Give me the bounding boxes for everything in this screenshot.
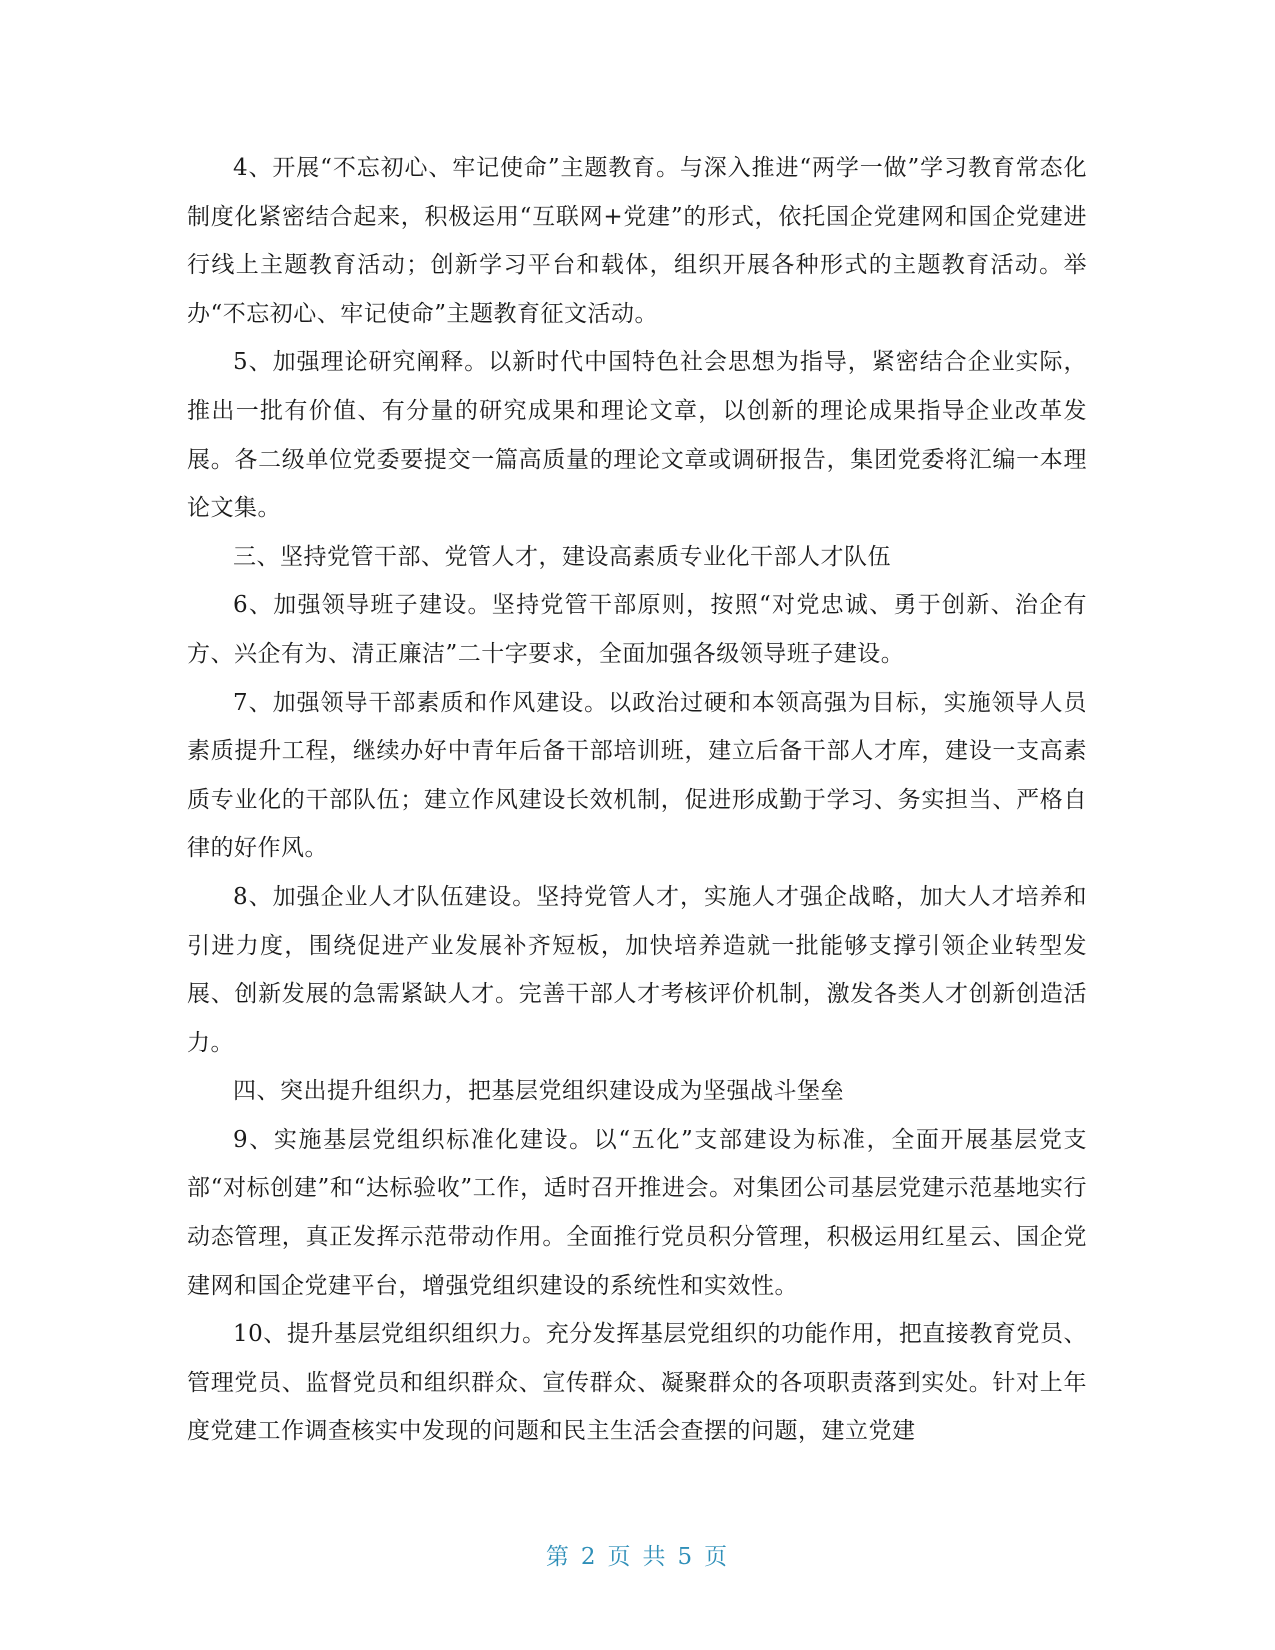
footer-label-page: 第: [545, 1544, 571, 1570]
paragraph-item-5: 5、加强理论研究阐释。以新时代中国特色社会思想为指导，紧密结合企业实际，推出一批有价值、有分量的研究成果和理论文章，以创新的理论成果指导企业改革发展。各二级单位党委要提交一篇高质量的理论文章或调研报告，集团党委将汇编一本理论文集。: [187, 349, 1087, 522]
section-heading-4: 四、突出提升组织力，把基层党组织建设成为坚强战斗堡垒: [233, 1078, 844, 1105]
paragraph-item-9: 9、实施基层党组织标准化建设。以“五化”支部建设为标准，全面开展基层党支部“对标创建”和“达标验收”工作，适时召开推进会。对集团公司基层党建示范基地实行动态管理，真正发挥示范带动作用。全面推行党员积分管理，积极运用红星云、国企党建网和国企党建平台，增强党组织建设的系统性和实效性。: [187, 1126, 1087, 1299]
paragraph-item-4: 4、开展“不忘初心、牢记使命”主题教育。与深入推进“两学一做”学习教育常态化制度化紧密结合起来，积极运用“互联网+党建”的形式，依托国企党建网和国企党建进行线上主题教育活动；创新学习平台和载体，组织开展各种形式的主题教育活动。举办“不忘初心、牢记使命”主题教育征文活动。: [187, 155, 1087, 327]
footer-label-unit-end: 页: [704, 1544, 730, 1570]
footer-label-total: 共: [642, 1544, 668, 1570]
page-number-footer: [0, 1538, 1275, 1571]
footer-label-unit: 页: [607, 1544, 633, 1570]
footer-total-pages: 5: [677, 1544, 695, 1570]
footer-current-page: 2: [580, 1544, 598, 1570]
paragraph-item-7: 7、加强领导干部素质和作风建设。以政治过硬和本领高强为目标，实施领导人员素质提升工程，继续办好中青年后备干部培训班，建立后备干部人才库，建设一支高素质专业化的干部队伍；建立作风建设长效机制，促进形成勤于学习、务实担当、严格自律的好作风。: [187, 689, 1087, 862]
paragraph-item-10: 10、提升基层党组织组织力。充分发挥基层党组织的功能作用，把直接教育党员、管理党员、监督党员和组织群众、宣传群众、凝聚群众的各项职责落到实处。针对上年度党建工作调查核实中发现的问题和民主生活会查摆的问题，建立党建: [187, 1321, 1087, 1445]
section-heading-3: 三、坚持党管干部、党管人才，建设高素质专业化干部人才队伍: [233, 543, 891, 570]
paragraph-item-6: 6、加强领导班子建设。坚持党管干部原则，按照“对党忠诚、勇于创新、治企有方、兴企有为、清正廉洁”二十字要求，全面加强各级领导班子建设。: [187, 592, 1087, 667]
document-body: [187, 144, 1087, 1456]
paragraph-item-8: 8、加强企业人才队伍建设。坚持党管人才，实施人才强企战略，加大人才培养和引进力度，围绕促进产业发展补齐短板，加快培养造就一批能够支撑引领企业转型发展、创新发展的急需紧缺人才。完善干部人才考核评价机制，激发各类人才创新创造活力。: [187, 883, 1087, 1056]
